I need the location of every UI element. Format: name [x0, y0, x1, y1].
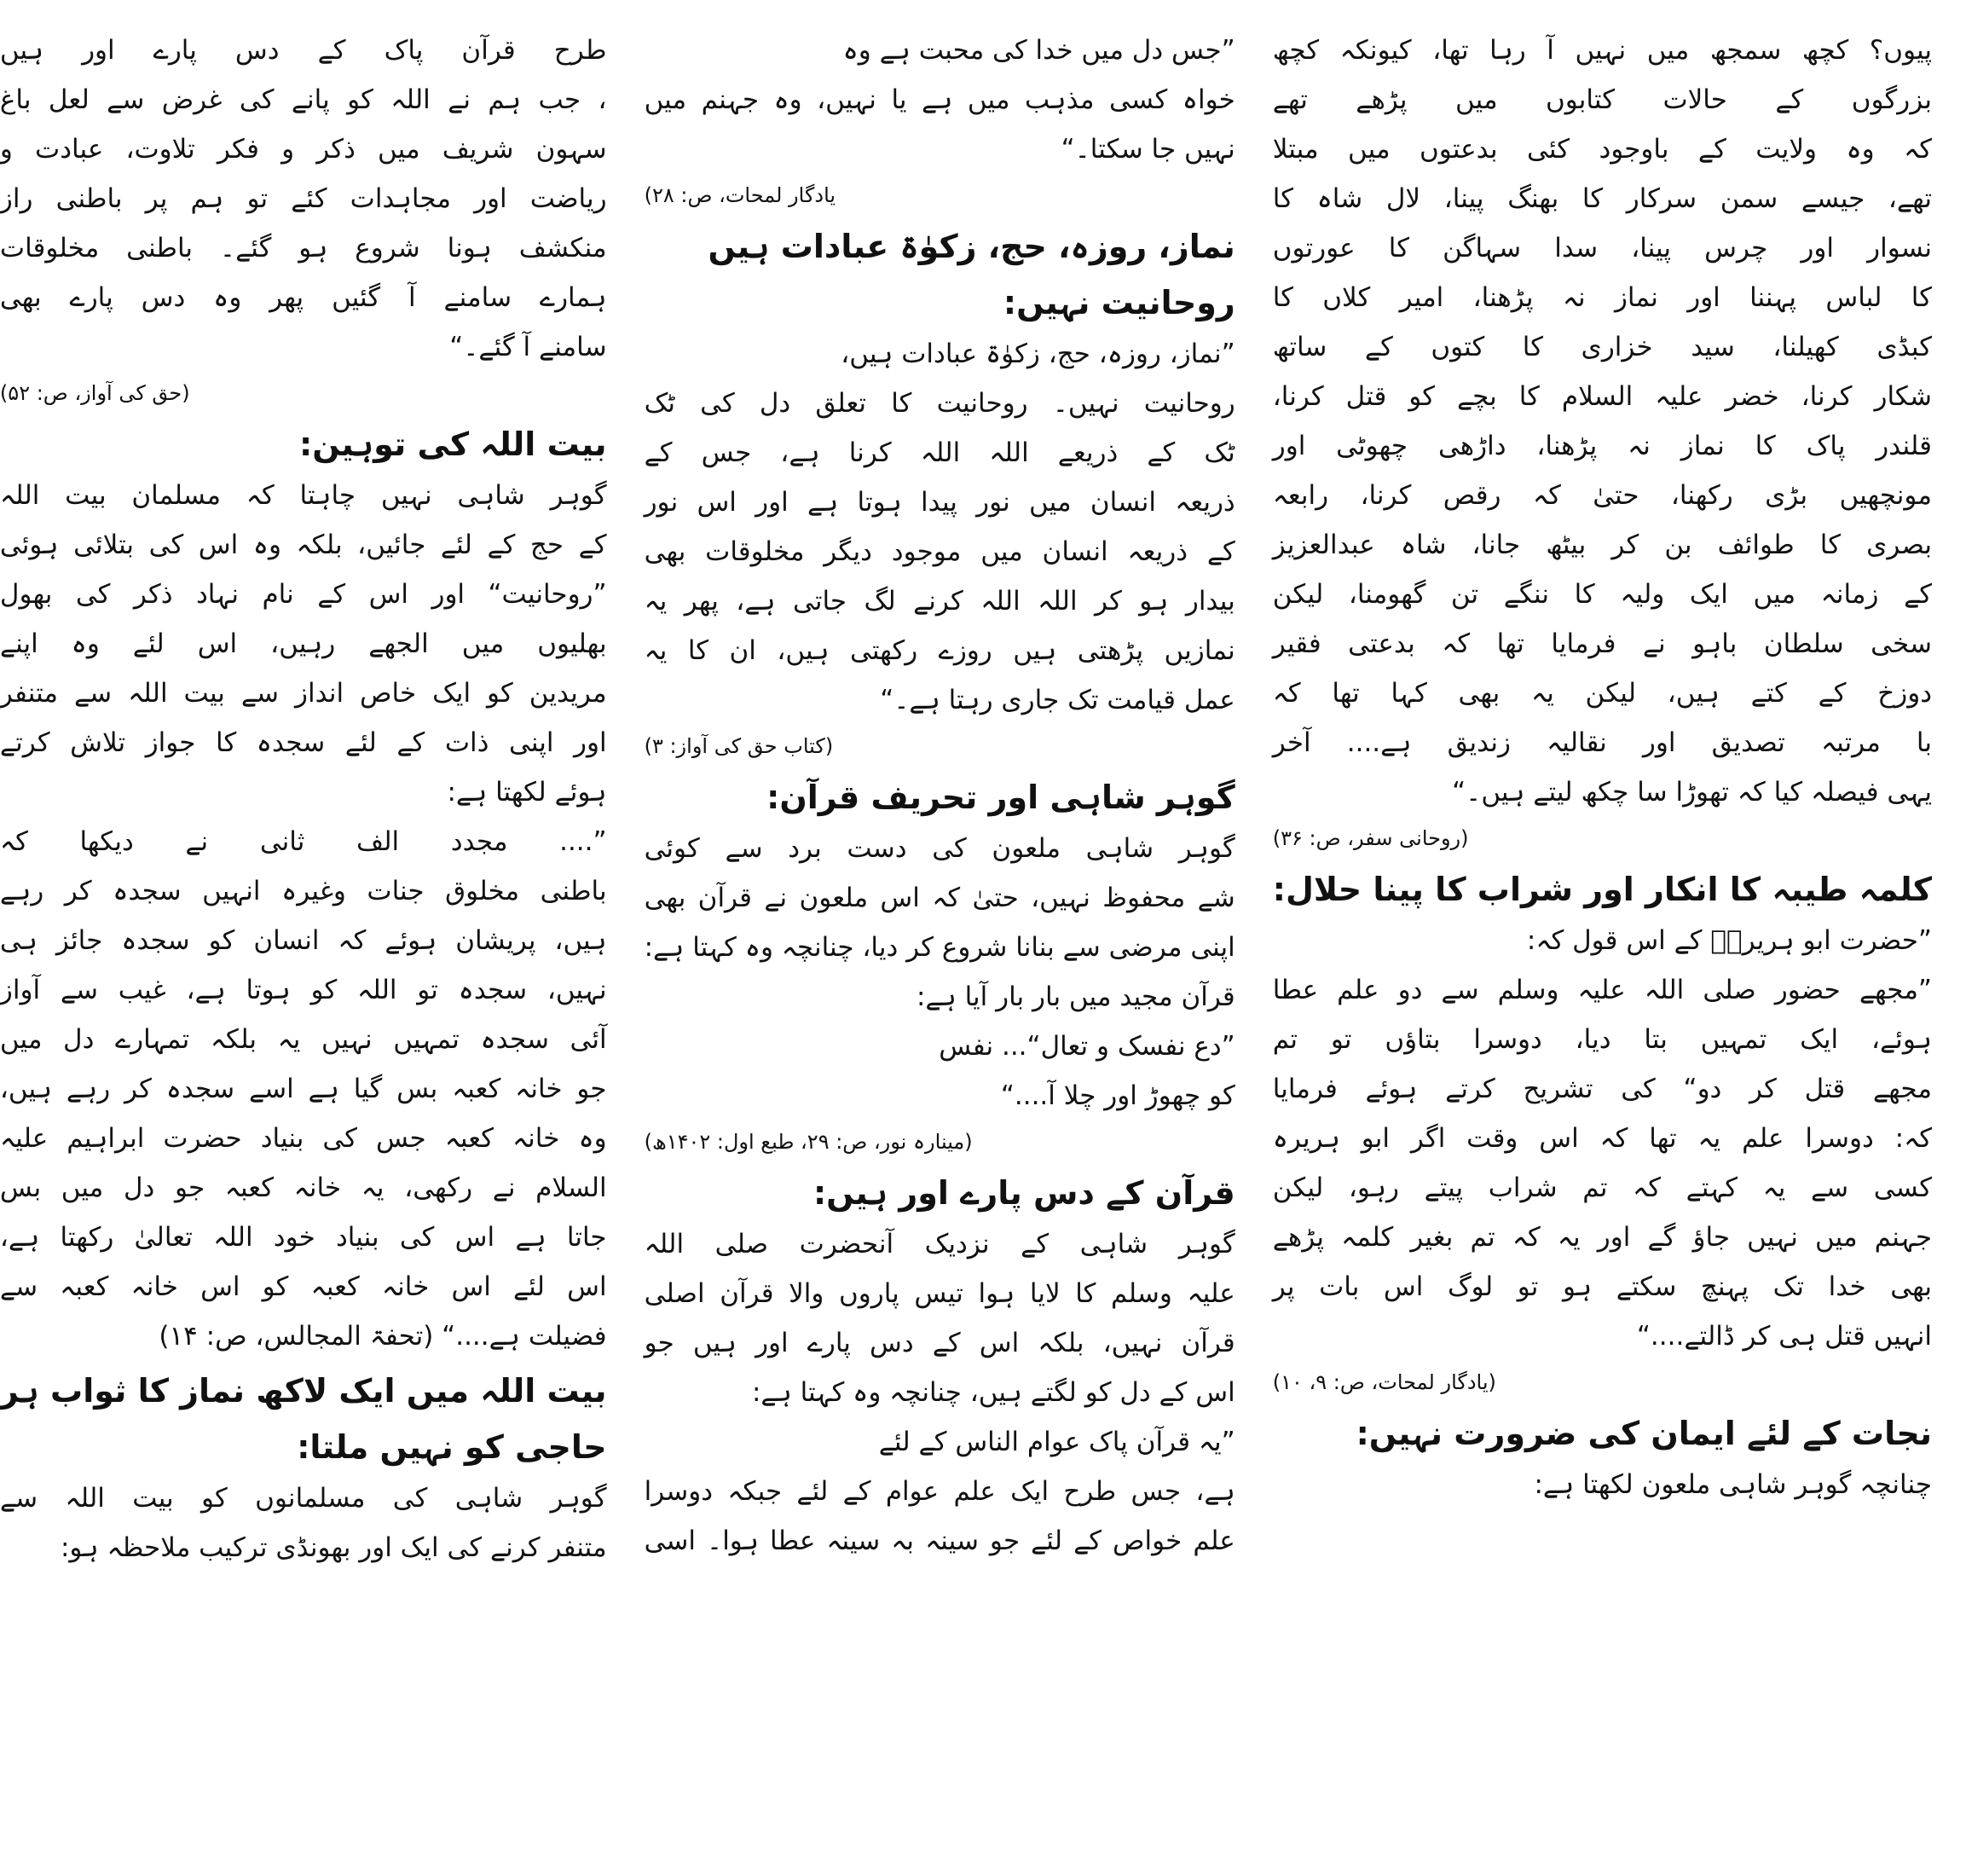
- text-line: کبڈی کھیلنا، سید خزاری کا کتوں کے ساتھ: [1272, 332, 1932, 362]
- column-left: [0, 26, 607, 1850]
- text-line: بھی خدا تک پہنچ سکتے ہو تو لوگ اس بات پر: [1272, 1271, 1932, 1302]
- text-line: بزرگوں کے حالات کتابوں میں پڑھے تھے: [1272, 84, 1932, 115]
- text-line: نہیں جا سکتا۔“: [1061, 134, 1235, 165]
- page-columns: [0, 26, 1932, 1850]
- section-heading: بیت اللہ میں ایک لاکھ نماز کا ثواب ہر: [0, 1372, 607, 1410]
- text-line: خواہ کسی مذہب میں ہے یا نہیں، وہ جہنم میں: [644, 84, 1235, 115]
- text-line: مونچھیں بڑی رکھنا، حتیٰ کہ رقص کرنا، رابعہ: [1272, 480, 1932, 511]
- text-line: یہی فیصلہ کیا کہ تھوڑا سا چکھ لیتے ہیں۔“: [1452, 777, 1932, 808]
- section-heading: بیت اللہ کی توہین:: [299, 426, 607, 463]
- text-line: نسوار اور چرس پینا، سدا سہاگن کا عورتوں: [1272, 233, 1932, 263]
- text-line: فضیلت ہے....“ (تحفۃ المجالس، ص: ۱۴): [159, 1321, 607, 1352]
- text-line: ٹک کے ذریعے اللہ اللہ کرنا ہے، جس کے: [644, 437, 1235, 468]
- citation: یادگار لمحات، ص: ۲۸): [644, 183, 836, 207]
- section-heading: نجات کے لئے ایمان کی ضرورت نہیں:: [1356, 1415, 1932, 1452]
- text-line: طرح قرآن پاک کے دس پارے اور ہیں: [0, 35, 607, 66]
- citation: (روحانی سفر، ص: ۳۶): [1272, 826, 1469, 850]
- section-heading: گوہر شاہی اور تحریف قرآن:: [766, 779, 1235, 816]
- text-line: اس کے دل کو لگتے ہیں، چنانچہ وہ کہتا ہے:: [751, 1377, 1235, 1408]
- text-line: قرآن نہیں، بلکہ اس کے دس پارے اور ہیں جو: [644, 1328, 1235, 1358]
- text-line: ہیں، پریشان ہوئے کہ انسان کو سجدہ جائز ہی: [0, 925, 607, 956]
- text-line: گوہر شاہی نہیں چاہتا کہ مسلمان بیت اللہ: [0, 480, 607, 511]
- text-line: ”.... مجدد الف ثانی نے دیکھا کہ: [0, 826, 607, 857]
- section-heading: روحانیت نہیں:: [1003, 284, 1235, 321]
- text-line: ہوئے لکھتا ہے:: [447, 777, 607, 808]
- text-line: ، جب ہم نے اللہ کو پانے کی غرض سے لعل باغ: [0, 84, 607, 115]
- text-line: شکار کرنا، خضر علیہ السلام کا بچے کو قتل کرنا،: [1272, 381, 1932, 412]
- citation: (مینارہ نور، ص: ۲۹، طبع اول: ۱۴۰۲ھ): [644, 1130, 973, 1154]
- text-line: آئی سجدہ تمہیں نہیں یہ بلکہ تمہارے دل میں: [0, 1024, 607, 1055]
- text-line: ”روحانیت“ اور اس کے نام نہاد ذکر کی بھول: [0, 579, 607, 610]
- text-line: ”نماز، روزہ، حج، زکوٰۃ عبادات ہیں،: [841, 339, 1235, 369]
- text-line: باطنی مخلوق جنات وغیرہ انہیں سجدہ کر رہے: [0, 876, 607, 906]
- text-line: با مرتبہ تصدیق اور نقالیہ زندیق ہے.... آخر: [1272, 727, 1932, 758]
- text-line: وہ خانہ کعبہ جس کی بنیاد حضرت ابراہیم علیہ: [0, 1123, 607, 1154]
- text-line: اس لئے اس خانہ کعبہ کو اس خانہ کعبہ سے: [0, 1271, 607, 1302]
- text-line: ریاضت اور مجاہدات کئے تو ہم پر باطنی راز: [0, 183, 607, 214]
- text-line: انہیں قتل ہی کر ڈالتے....“: [1636, 1321, 1932, 1352]
- text-line: کو چھوڑ اور چلا آ....“: [1000, 1080, 1235, 1111]
- text-line: ”حضرت ابو ہریرہؓ کے اس قول کہ:: [1526, 925, 1932, 956]
- text-line: علم خواص کے لئے جو سینہ بہ سینہ عطا ہوا۔ اسی: [644, 1526, 1235, 1556]
- text-line: جو خانہ کعبہ بس گیا ہے اسے سجدہ کر رہے ہیں،: [0, 1074, 607, 1104]
- text-line: شے محفوظ نہیں، حتیٰ کہ اس ملعون نے قرآن بھی: [644, 883, 1235, 913]
- text-line: گوہر شاہی کے نزدیک آنحضرت صلی اللہ: [644, 1229, 1235, 1259]
- text-line: پیوں؟ کچھ سمجھ میں نہیں آ رہا تھا، کیونکہ کچھ: [1272, 35, 1932, 66]
- text-line: چنانچہ گوہر شاہی ملعون لکھتا ہے:: [1534, 1469, 1932, 1500]
- text-line: ”دع نفسک و تعال“... نفس: [939, 1031, 1235, 1062]
- text-line: نہیں، سجدہ تو اللہ کو ہوتا ہے، غیب سے آواز: [0, 975, 607, 1005]
- text-line: عمل قیامت تک جاری رہتا ہے۔“: [880, 685, 1235, 715]
- text-line: جہنم میں نہیں جاؤ گے اور یہ کہ تم بغیر کلمہ پڑھے: [1272, 1222, 1932, 1253]
- section-heading: نماز، روزہ، حج، زکوٰۃ عبادات ہیں: [708, 228, 1235, 265]
- text-line: کے ذریعہ انسان میں موجود دیگر مخلوقات بھی: [644, 536, 1235, 567]
- citation: (کتاب حق کی آواز: ۳): [644, 734, 834, 758]
- text-line: ہمارے سامنے آ گئیں پھر وہ دس پارے بھی: [0, 282, 607, 313]
- section-heading: کلمہ طیبہ کا انکار اور شراب کا پینا حلال:: [1272, 871, 1932, 908]
- citation: (یادگار لمحات، ص: ۹، ۱۰): [1272, 1370, 1496, 1394]
- text-line: سخی سلطان باہو نے فرمایا تھا کہ بدعتی فقیر: [1272, 628, 1932, 659]
- text-line: متنفر کرنے کی ایک اور بھونڈی ترکیب ملاحظہ ہو:: [60, 1532, 607, 1563]
- text-line: ”یہ قرآن پاک عوام الناس کے لئے: [878, 1427, 1235, 1457]
- text-line: کہ: دوسرا علم یہ تھا کہ اس وقت اگر ابو ہریرہ: [1272, 1123, 1932, 1154]
- text-line: منکشف ہونا شروع ہو گئے۔ باطنی مخلوقات: [0, 233, 607, 263]
- text-line: بھلیوں میں الجھے رہیں، اس لئے وہ اپنے: [0, 628, 607, 659]
- text-line: اور اپنی ذات کے لئے سجدہ کا جواز تلاش کرتے: [0, 727, 607, 758]
- text-line: گوہر شاہی ملعون کی دست برد سے کوئی: [644, 833, 1235, 864]
- text-line: مجھے قتل کر دو“ کی تشریح کرتے ہوئے فرمایا: [1272, 1074, 1932, 1104]
- text-line: علیہ وسلم کا لایا ہوا تیس پاروں والا قرآن اصلی: [644, 1278, 1235, 1309]
- text-line: السلام نے رکھی، یہ خانہ کعبہ جو دل میں بس: [0, 1172, 607, 1203]
- text-line: اپنی مرضی سے بنانا شروع کر دیا، چنانچہ وہ کہتا ہے:: [644, 932, 1235, 963]
- column-right: [1273, 26, 1932, 1850]
- text-line: کا لباس پہننا اور نماز نہ پڑھنا، امیر کلاں کا: [1272, 282, 1932, 313]
- text-line: مریدین کو ایک خاص انداز سے بیت اللہ سے متنفر: [0, 678, 607, 709]
- text-line: تھے، جیسے سمن سرکار کا بھنگ پینا، لال شاہ کا: [1272, 183, 1932, 214]
- text-line: جاتا ہے اس کی بنیاد خود اللہ تعالیٰ رکھتا ہے،: [0, 1222, 607, 1253]
- text-line: ”جس دل میں خدا کی محبت ہے وہ: [842, 35, 1235, 66]
- text-line: بصری کا طوائف بن کر بیٹھ جانا، شاہ عبدالعزیز: [1272, 530, 1932, 560]
- text-line: کے زمانہ میں ایک ولیہ کا ننگے تن گھومنا، لیکن: [1272, 579, 1932, 610]
- column-middle: [645, 26, 1235, 1850]
- section-heading: حاجی کو نہیں ملتا:: [297, 1428, 607, 1466]
- text-line: گوہر شاہی کی مسلمانوں کو بیت اللہ سے: [0, 1483, 607, 1514]
- citation: (حق کی آواز، ص: ۵۲): [0, 381, 190, 405]
- text-line: بیدار ہو کر اللہ اللہ کرنے لگ جاتی ہے، پھر یہ: [644, 586, 1235, 617]
- text-line: نمازیں پڑھتی ہیں روزے رکھتی ہیں، ان کا یہ: [644, 635, 1235, 666]
- text-line: روحانیت نہیں۔ روحانیت کا تعلق دل کی ٹک: [644, 388, 1235, 419]
- text-line: کسی سے یہ کہتے کہ تم شراب پیتے رہو، لیکن: [1272, 1172, 1932, 1203]
- text-line: ہوئے، ایک تمہیں بتا دیا، دوسرا بتاؤں تو تم: [1272, 1024, 1932, 1055]
- text-line: سہون شریف میں ذکر و فکر تلاوت، عبادت و: [0, 134, 607, 165]
- section-heading: قرآن کے دس پارے اور ہیں:: [812, 1174, 1235, 1212]
- text-line: کے حج کے لئے جائیں، بلکہ وہ اس کی بتلائی ہوئی: [0, 530, 607, 560]
- text-line: قلندر پاک کا نماز نہ پڑھنا، داڑھی چھوٹی اور: [1272, 431, 1932, 461]
- text-line: ”مجھے حضور صلی اللہ علیہ وسلم سے دو علم عطا: [1272, 975, 1932, 1005]
- text-line: قرآن مجید میں بار بار آیا ہے:: [916, 981, 1235, 1012]
- text-line: سامنے آ گئے۔“: [449, 332, 607, 362]
- text-line: دوزخ کے کتے ہیں، لیکن یہ بھی کہا تھا کہ: [1272, 678, 1932, 709]
- text-line: ہے، جس طرح ایک علم عوام کے لئے جبکہ دوسرا: [644, 1476, 1235, 1507]
- text-line: ذریعہ انسان میں نور پیدا ہوتا ہے اور اس نور: [644, 487, 1235, 518]
- text-line: کہ وہ ولایت کے باوجود کئی بدعتوں میں مبتلا: [1272, 134, 1932, 165]
